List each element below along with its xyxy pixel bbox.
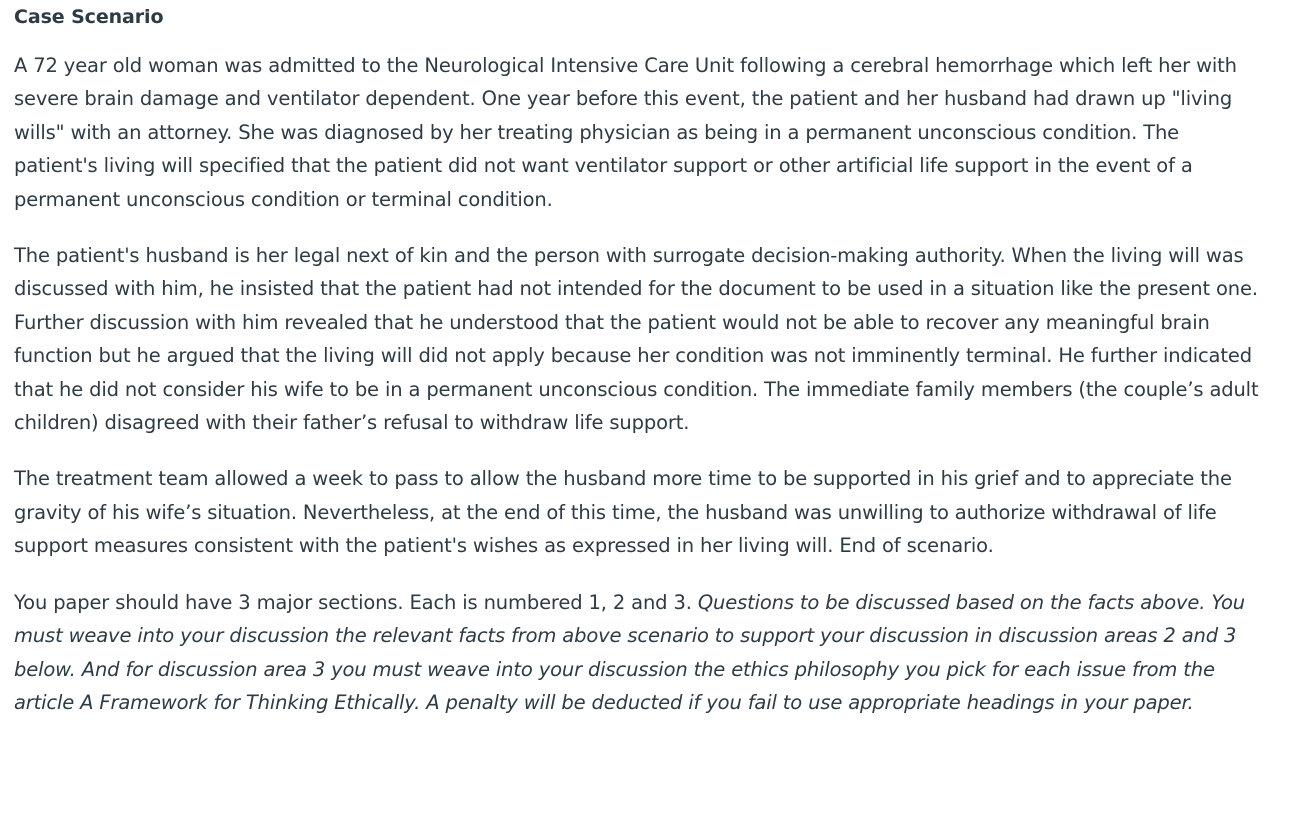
instructions-plain-text: You paper should have 3 major sections. Each is numbered 1, 2 and 3.	[14, 590, 692, 614]
scenario-paragraph-3: The treatment team allowed a week to pass to allow the husband more time to be supported in his grief and to appreciate the gravity of his wife’s situation. Nevertheless, at the end of this time, the husband was unwilling to authorize withdrawal of life support measures consistent with the patient's wishes as expressed in her living will. End of scenario.	[14, 467, 1232, 558]
document-title: Case Scenario	[14, 6, 164, 28]
instructions-italic-text: Questions to be discussed based on the facts above. You must weave into your discussion the relevant facts from above scenario to support your discussion in discussion areas 2 and 3 below. And for discussion area 3 you must weave into your discussion the ethics philosophy you pick for each issue from the article A Framework for Thinking Ethically. A penalty will be deducted if you fail to use appropriate headings in your paper.	[14, 590, 1245, 714]
scenario-paragraph-1: A 72 year old woman was admitted to the Neurological Intensive Care Unit following a cerebral hemorrhage which left her with severe brain damage and ventilator dependent. One year before this event, the patient and her husband had drawn up "living wills" with an attorney. She was diagnosed by her treating physician as being in a permanent unconscious condition. The patient's living will specified that the patient did not want ventilator support or other artificial life support in the event of a permanent unconscious condition or terminal condition.	[14, 54, 1237, 211]
scenario-paragraph-2: The patient's husband is her legal next of kin and the person with surrogate decision-making authority. When the living will was discussed with him, he insisted that the patient had not intended for the document to be used in a situation like the present one. Further discussion with him revealed that he understood that the patient would not be able to recover any meaningful brain function but he argued that the living will did not apply because her condition was not imminently terminal. He further indicated that he did not consider his wife to be in a permanent unconscious condition. The immediate family members (the couple’s adult children) disagreed with their father’s refusal to withdraw life support.	[14, 244, 1259, 435]
instructions-paragraph	[14, 586, 1259, 720]
